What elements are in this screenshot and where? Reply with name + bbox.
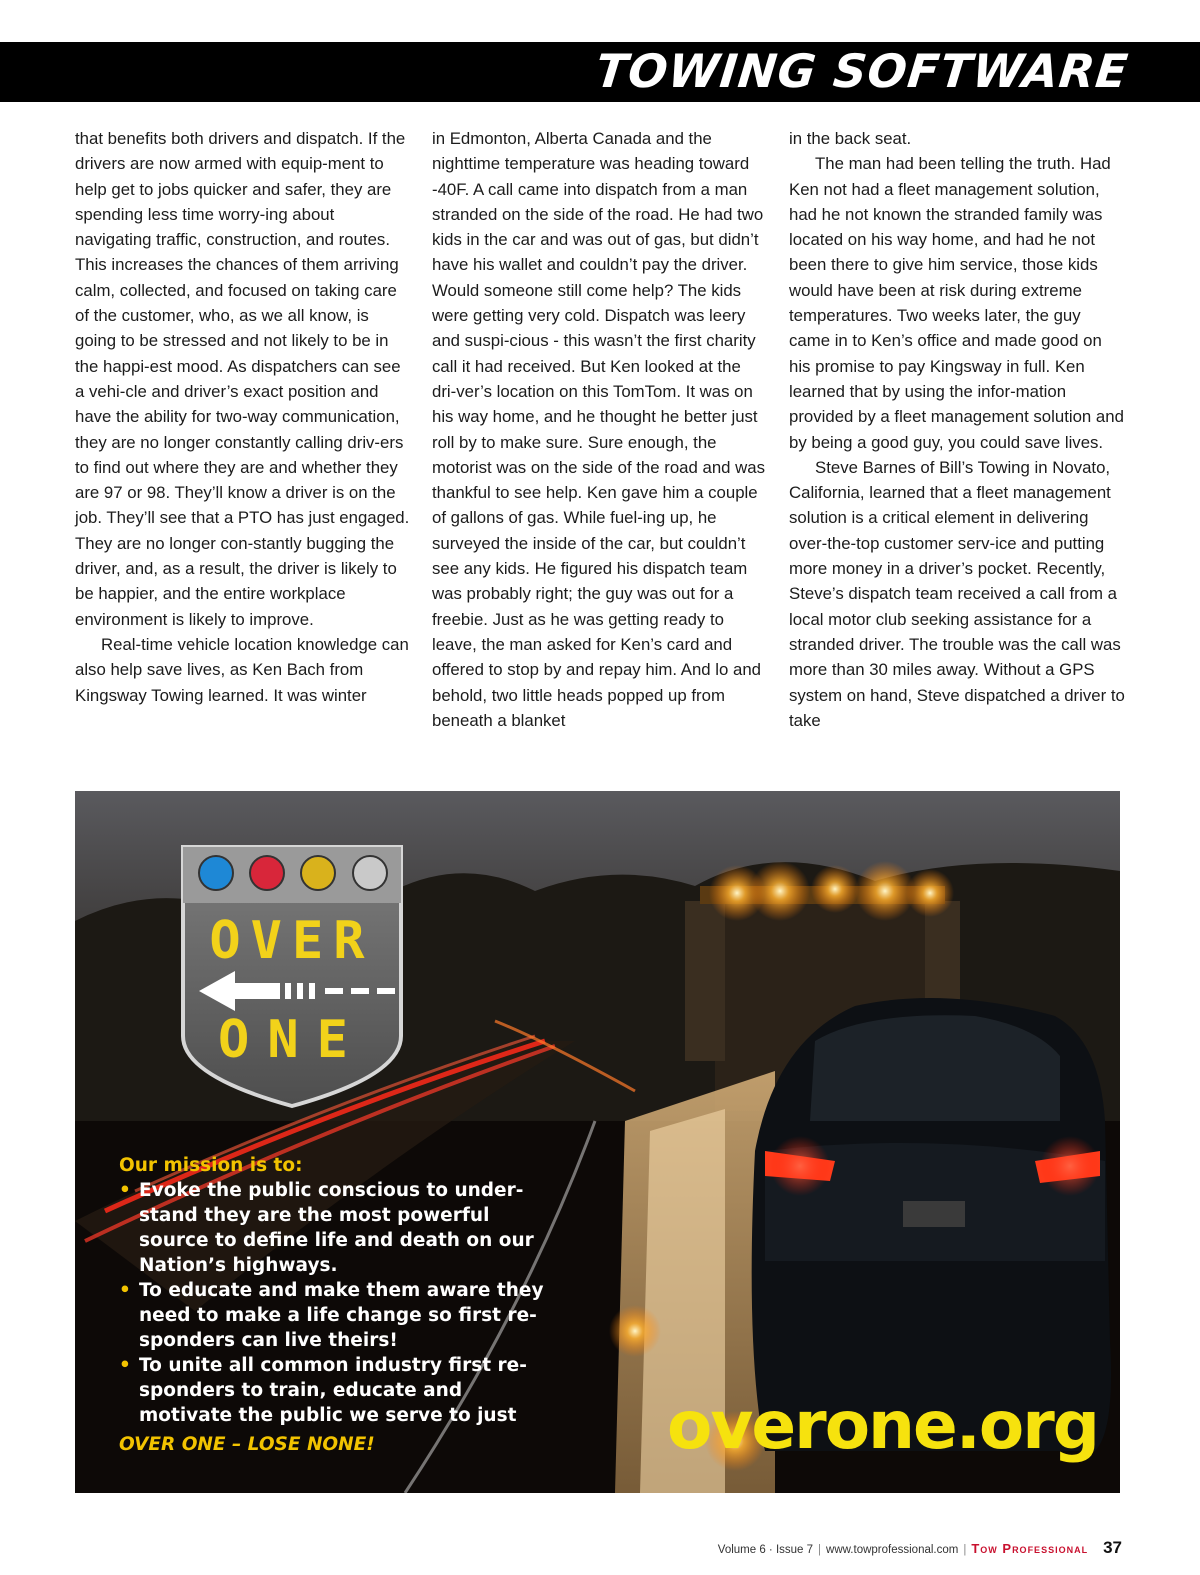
article-column-2: [432, 126, 768, 733]
ad-url[interactable]: overone.org: [667, 1387, 1098, 1464]
logo-top-text: OVER: [209, 911, 375, 971]
paragraph: that benefits both drivers and dispatch. If the drivers are now armed with equip-ment to help get to jobs quicker and safer, they are spending less time worry-ing about navigating traffic, construction, and routes. This increases the chances of them arriving calm, collected, and focused on taking care of the customer, who, as we all know, is going to be stressed and not likely to be in the happi-est mood. As dispatchers can see a vehi-cle and driver’s exact position and have the ability for two-way communication, they are no longer constantly calling driv-ers to find out where they are and whether they are 97 or 98. They’ll know a driver is on the job. They’ll see that a PTO has just engaged. They are no longer con-stantly bugging the driver, and, as a result, the driver is likely to be happier, and the entire workplace environment is likely to improve.: [75, 129, 410, 629]
gem-silver: [353, 856, 387, 890]
ad-mission-list: [119, 1178, 559, 1428]
section-title: TOWING SOFTWARE: [592, 44, 1131, 98]
footer-separator: |: [963, 1544, 967, 1556]
page-number: 37: [1103, 1538, 1122, 1557]
gem-blue: [199, 856, 233, 890]
ad-mission-block: [119, 1153, 559, 1457]
ad-slogan: OVER ONE – LOSE NONE!: [119, 1434, 375, 1455]
gem-red: [250, 856, 284, 890]
article-column-3: [789, 126, 1125, 733]
footer-website[interactable]: www.towprofessional.com: [826, 1544, 959, 1556]
article-column-1: [75, 126, 411, 708]
ad-mission-heading: Our mission is to:: [119, 1155, 303, 1176]
logo-bottom-text: ONE: [218, 1010, 366, 1070]
paragraph: in Edmonton, Alberta Canada and the nighttime temperature was heading toward -40F. A call came into dispatch from a man stranded on the side of the road. He had two kids in the car and was out of gas, but didn’t have his wallet and couldn’t pay the driver. Would someone still come help? The kids were getting very cold. Dispatch was leery and suspi-cious - this wasn’t the first charity call it had received. But Ken looked at the dri-ver’s location on this TomTom. It was on his way home, and he thought he better just roll by to make sure. Sure enough, the motorist was on the side of the road and was thankful to see help. Ken gave him a couple of gallons of gas. While fuel-ing up, he surveyed the inside of the car, but couldn’t see any kids. He figured his dispatch team was probably right; the guy was out for a freebie. Just as he was getting ready to leave, the man asked for Ken’s card and offered to stop by and repay him. And lo and behold, two little heads popped up from beneath a blanket: [432, 129, 766, 730]
paragraph: Real-time vehicle location knowledge can also help save lives, as Ken Bach from Kingsway Towing learned. It was winter: [75, 634, 409, 705]
paragraph: Steve Barnes of Bill’s Towing in Novato, California, learned that a fleet management solution is a critical element in delivering over-the-top customer serv-ice and putting more money in a driver’s pocket. Recently, Steve’s dispatch team received a call from a local motor club seeking assistance for a stranded driver. The trouble was the call was more than 30 miles away. Without a GPS system on hand, Steve dispatched a driver to take: [789, 457, 1125, 730]
gem-gold: [301, 856, 335, 890]
paragraph: in the back seat.: [789, 129, 912, 148]
list-item: • Evoke the public conscious to under-stand they are the most powerful source to define life and death on our Nation’s highways.: [119, 1178, 559, 1278]
footer-volume: Volume 6 · Issue 7: [717, 1544, 814, 1556]
overone-advertisement: [75, 791, 1120, 1493]
list-item: • To educate and make them aware they need to make a life change so first re-sponders can live theirs!: [119, 1278, 559, 1353]
list-item: • To unite all common industry first re-sponders to train, educate and motivate the public we serve to just: [119, 1353, 559, 1428]
footer-separator: |: [818, 1544, 822, 1556]
footer-brand: Tow Professional: [971, 1541, 1089, 1556]
paragraph: The man had been telling the truth. Had Ken not had a fleet management solution, had he not known the stranded family was located on his way home, and had he not been there to give him service, those kids would have been at risk during extreme temperatures. Two weeks later, the guy came in to Ken’s office and made good on his promise to pay Kingsway in full. Ken learned that by using the infor-mation provided by a fleet management solution and by being a good guy, you could save lives.: [789, 154, 1124, 452]
page-footer: [718, 1538, 1122, 1562]
section-banner: [0, 42, 1200, 102]
